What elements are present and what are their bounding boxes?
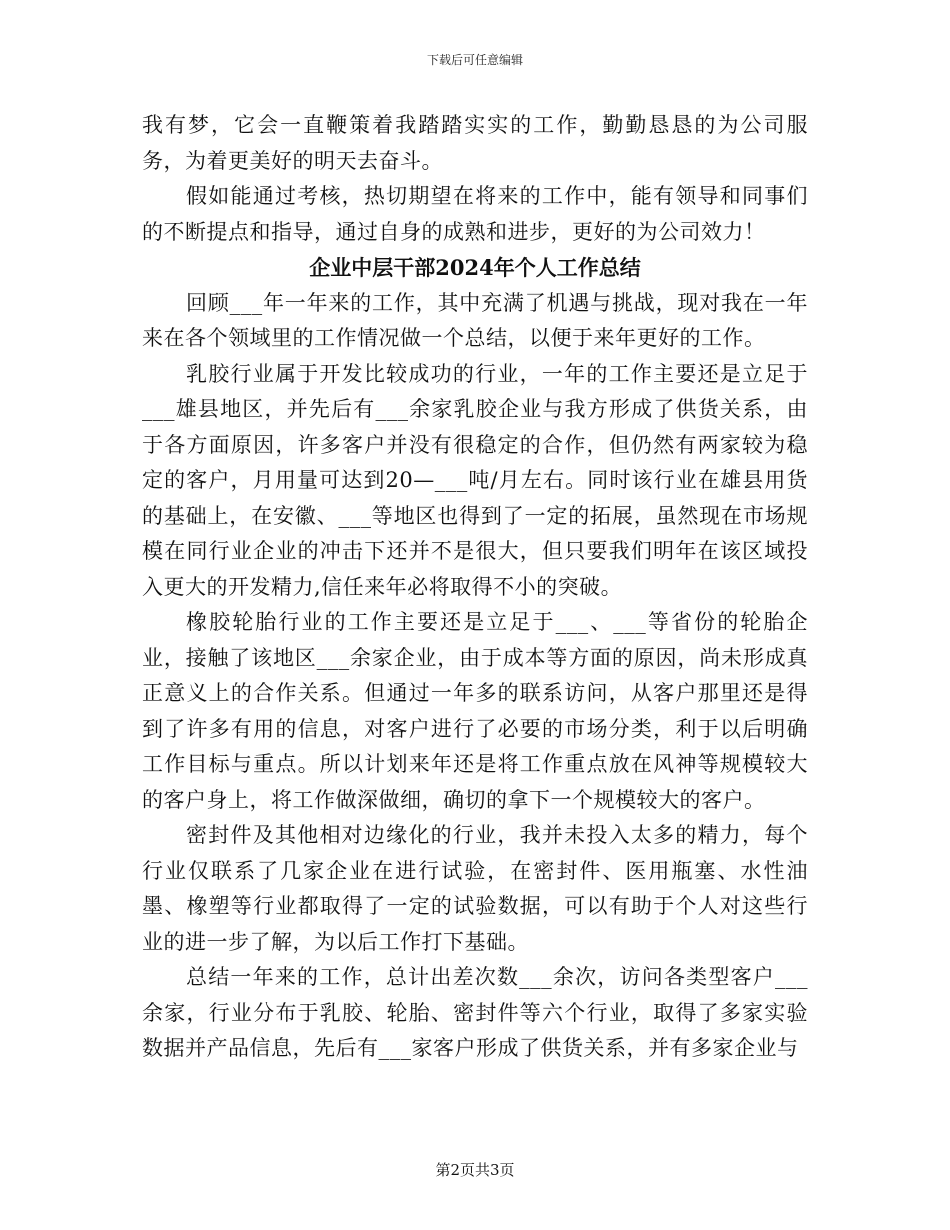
paragraph-dream: 我有梦，它会一直鞭策着我踏踏实实的工作，勤勤恳恳的为公司服务，为着更美好的明天去奋斗。 — [142, 113, 808, 173]
paragraph-review: 回顾___年一年来的工作，其中充满了机遇与挑战，现对我在一年来在各个领域里的工作情况做一个总结，以便于来年更好的工作。 — [142, 290, 808, 350]
paragraph-latex-industry: 乳胶行业属于开发比较成功的行业，一年的工作主要还是立足于___雄县地区，并先后有___余家乳胶企业与我方形成了供货关系，由于各方面原因，许多客户并没有很稳定的合作，但仍然有两家较为稳定的客户，月用量可达到20—___吨/月左右。同时该行业在雄县用货的基础上，在安徽、___等地区也得到了一定的拓展，虽然现在市场规模在同行业企业的冲击下还并不是很大，但只要我们明年在该区域投入更大的开发精力,信任来年必将取得不小的突破。 — [142, 361, 808, 599]
paragraph-seal-industry: 密封件及其他相对边缘化的行业，我并未投入太多的精力，每个行业仅联系了几家企业在进行试验，在密封件、医用瓶塞、水性油墨、橡塑等行业都取得了一定的试验数据，可以有助于个人对这些行业的进一步了解，为以后工作打下基础。 — [142, 823, 808, 954]
paragraph-assessment: 假如能通过考核，热切期望在将来的工作中，能有领导和同事们的不断提点和指导，通过自身的成熟和进步，更好的为公司效力！ — [142, 184, 808, 244]
document-body — [142, 108, 808, 1067]
paragraph-tire-industry: 橡胶轮胎行业的工作主要还是立足于___、___等省份的轮胎企业，接触了该地区___余家企业，由于成本等方面的原因，尚未形成真正意义上的合作关系。但通过一年多的联系访问，从客户那里还是得到了许多有用的信息，对客户进行了必要的市场分类，利于以后明确工作目标与重点。所以计划来年还是将工作重点放在风神等规模较大的客户身上，将工作做深做细，确切的拿下一个规模较大的客户。 — [142, 610, 808, 812]
page-number: 第2页共3页 — [435, 1161, 515, 1179]
paragraph-summary: 总结一年来的工作，总计出差次数___余次，访问各类型客户___余家，行业分布于乳胶、轮胎、密封件等六个行业，取得了多家实验数据并产品信息，先后有___家客户形成了供货关系，并有多家企业与 — [142, 965, 808, 1060]
page-header: 下载后可任意编辑 — [426, 53, 523, 67]
document-title: 企业中层干部2024年个人工作总结 — [309, 255, 641, 280]
